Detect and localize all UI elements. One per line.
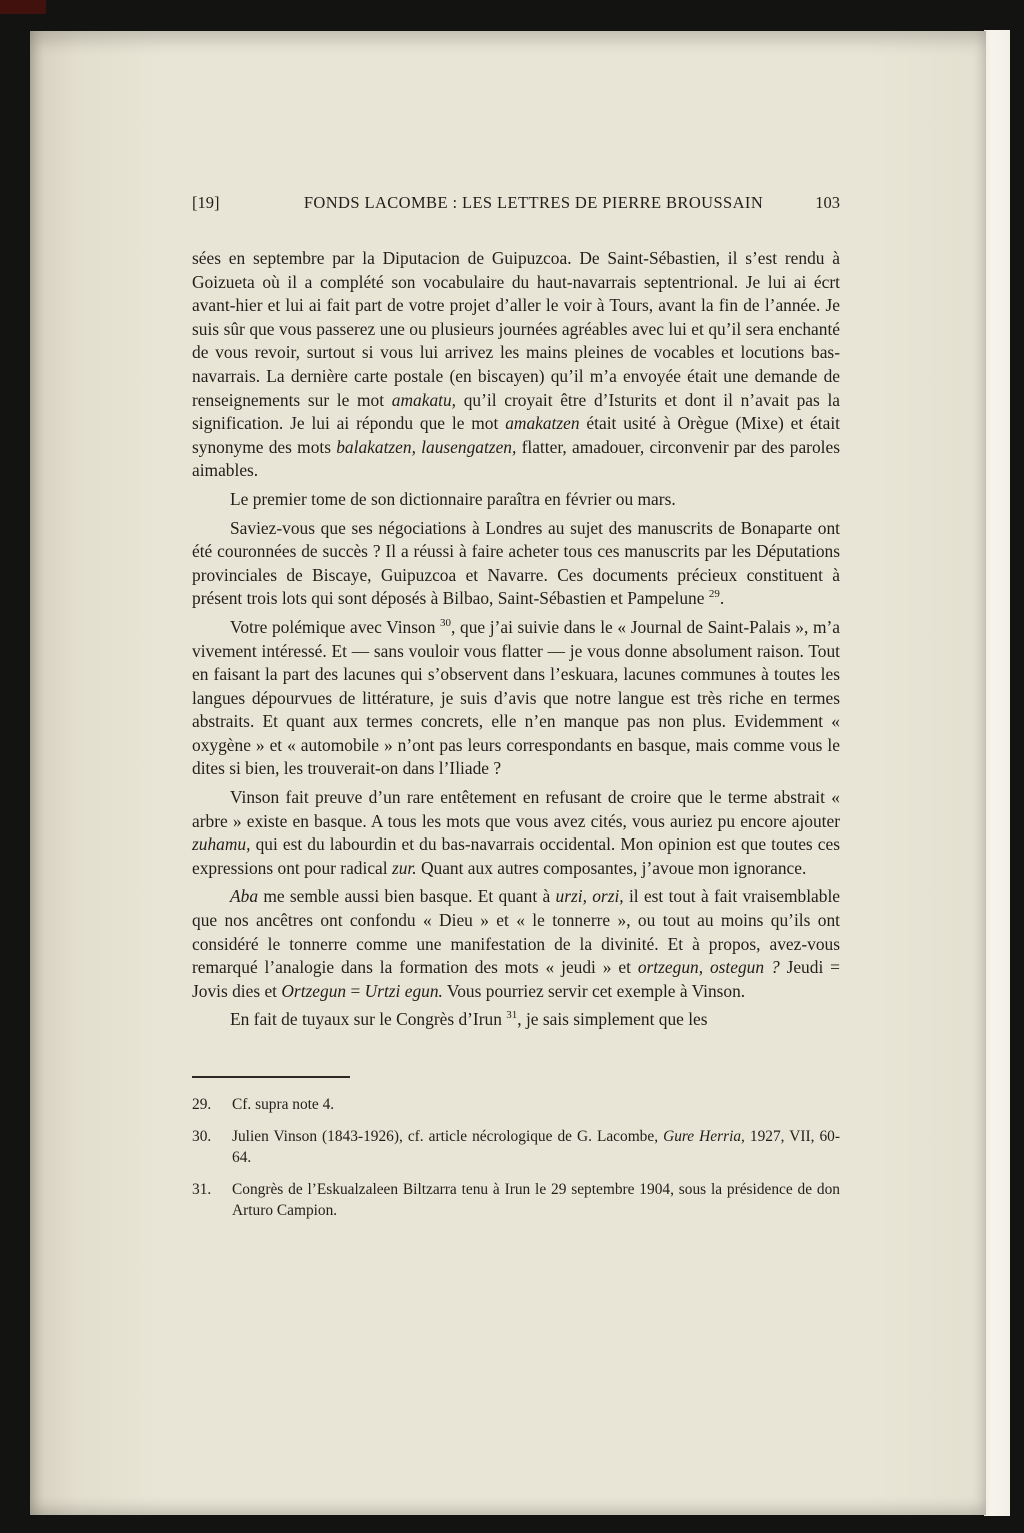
text-run: Cf. supra note 4.	[232, 1096, 335, 1113]
footnote-ref: 31	[506, 1009, 518, 1022]
footnote-number: 29.	[192, 1096, 212, 1113]
italic-text-run: Ortzegun	[281, 980, 347, 1001]
text-run: En fait de tuyaux sur le Congrès d’Irun	[230, 1009, 507, 1030]
page-content	[192, 193, 840, 1232]
footnote-item	[192, 1179, 840, 1222]
text-run: , que j’ai suivie dans le « Journal de Saint-Palais », m’a vivement intéressé. Et — sans vouloir vous flatter — je vous donne absolument raison. Tout en faisant la part des lacunes qui s’observent dans l’eskuara, lacunes communes à toutes les langues dépourvues de littérature, je suis d’avis que notre langue est très riche en termes abstraits. Et quant aux termes concrets, elle n’en manque pas non plus. Evidemment « oxygène » et « automobile » n’ont pas leurs correspondants en basque, mais comme vous le dites si bien, les trouverait-on dans l’Iliade ?	[192, 616, 840, 779]
text-run: Votre polémique avec Vinson	[230, 616, 441, 637]
paragraph	[192, 885, 840, 1003]
header-title: FONDS LACOMBE : LES LETTRES DE PIERRE BROUSSAIN	[303, 193, 764, 212]
text-run: Vinson fait preuve d’un rare entêtement en refusant de croire que le terme abstrait « arbre » existe en basque. A tous les mots que vous avez cités, vous auriez pu encore ajouter	[192, 787, 840, 831]
text-run: Vous pourriez servir cet exemple à Vinson.	[442, 980, 746, 1001]
italic-text-run: zuhamu,	[192, 834, 251, 855]
text-run: qu’il croyait être d’Isturits et dont il n’avait pas la signification. Je lui ai répondu que le mot	[192, 389, 840, 434]
footnote-number: 30.	[192, 1127, 212, 1145]
text-run: qui est du labourdin et du bas-navarrais occidental. Mon opinion est que toutes ces expressions ont pour radical	[192, 834, 840, 878]
paragraph	[192, 247, 840, 483]
italic-text-run: urzi, orzi,	[555, 886, 624, 907]
italic-text-run: Aba	[230, 886, 259, 907]
text-run: Le premier tome de son dictionnaire paraîtra en février ou mars.	[230, 488, 676, 509]
text-run: Julien Vinson (1843-1926), cf. article nécrologique de G. Lacombe,	[232, 1127, 664, 1145]
footnotes-list	[192, 1094, 840, 1222]
footnote-item	[192, 1094, 840, 1116]
paragraph	[192, 517, 840, 611]
text-run: 1927, VII, 60-64.	[232, 1127, 840, 1166]
page-header	[192, 193, 840, 213]
text-run: me semble aussi bien basque. Et quant à	[258, 886, 556, 907]
paragraph	[192, 786, 840, 880]
page-edge	[984, 30, 1010, 1516]
text-run: .	[719, 588, 725, 609]
paragraph	[192, 616, 840, 781]
footnote-ref: 29	[708, 588, 720, 601]
italic-text-run: Gure Herria,	[663, 1127, 745, 1145]
text-run: Congrès de l’Eskualzaleen Biltzarra tenu à Irun le 29 septembre 1904, sous la présidence de don Arturo Campion.	[232, 1180, 840, 1219]
header-page-number: 103	[815, 193, 840, 212]
footnote-ref: 30	[440, 617, 452, 630]
footnote-number: 31.	[192, 1180, 212, 1198]
footnote-item	[192, 1126, 840, 1169]
paragraph	[192, 1008, 840, 1032]
footnotes-section	[192, 1076, 840, 1222]
scan-artifact	[0, 0, 46, 14]
book-page	[30, 31, 986, 1515]
italic-text-run: Urtzi egun.	[364, 980, 443, 1001]
italic-text-run: ortzegun, ostegun ?	[637, 957, 780, 978]
text-run: sées en septembre par la Diputacion de Guipuzcoa. De Saint-Sébastien, il s’est rendu à Goizueta où il a complété son vocabulaire du haut-navarrais septentrional. Je lui ai écrt avant-hier et lui ai fait part de votre projet d’aller le voir à Tours, avant la fin de l’année. Je suis sûr que vous passerez une ou plusieurs journées agréables avec lui et qu’il sera enchanté de vous revoir, surtout si vous lui arrivez les mains pleines de vocables et locutions bas-navarrais. La dernière carte postale (en biscayen) qu’il m’a envoyée était une demande de renseignements sur le mot	[192, 248, 840, 410]
italic-text-run: amakatu,	[391, 389, 457, 410]
text-run: Quant aux autres composantes, j’avoue mon ignorance.	[416, 857, 807, 878]
footnote-text	[232, 1094, 840, 1116]
body-paragraphs	[192, 247, 840, 1032]
text-run: Saviez-vous que ses négociations à Londres au sujet des manuscrits de Bonaparte ont été couronnées de succès ? Il a réussi à faire acheter tous ces manuscrits par les Députations provinciales de Biscaye, Guipuzcoa et Navarre. Ces documents précieux constituent à présent trois lots qui sont déposés à Bilbao, Saint-Sébastien et Pampelune	[192, 517, 840, 609]
italic-text-run: amakatzen	[505, 413, 580, 434]
italic-text-run: balakatzen, lausengatzen,	[336, 436, 517, 457]
footnote-rule	[192, 1076, 350, 1078]
text-run: était usité à Orègue (Mixe) et était synonyme des mots	[192, 413, 840, 457]
text-run: Jeudi = Jovis dies et	[192, 957, 840, 1001]
text-run: , je sais simplement que les	[517, 1009, 708, 1030]
text-run: flatter, amadouer, circonvenir par des paroles aimables.	[192, 436, 840, 481]
italic-text-run: zur.	[391, 857, 417, 878]
header-bracket-number: [19]	[192, 193, 220, 212]
footnote-text	[232, 1126, 840, 1169]
text-run: il est tout à fait vraisemblable que nos ancêtres ont confondu « Dieu » et « le tonnerre », ou tout au moins qu’ils ont considéré le tonnerre comme une manifestation de la divinité. Et à propos, avez-vous remarqué l’analogie dans la formation des mots « jeudi » et	[192, 886, 841, 978]
text-run: =	[346, 980, 365, 1001]
footnote-text	[232, 1179, 840, 1222]
paragraph	[192, 488, 840, 512]
